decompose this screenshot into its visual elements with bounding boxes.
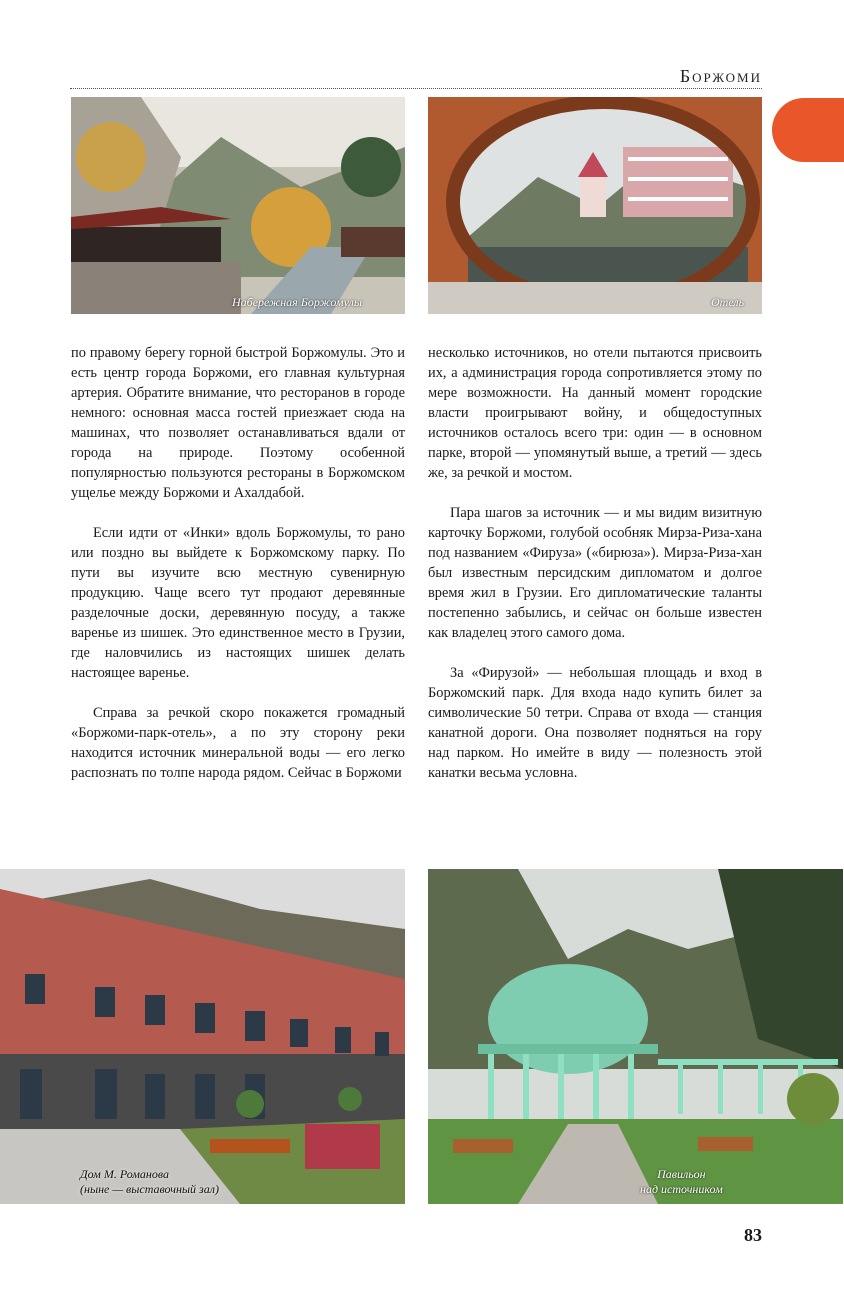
- right-paragraph-2: Пара шагов за источник — и мы видим визитную карточку Боржоми, голубой особняк Мирза-Риза-хана под названием «Фируза» («бирюза»). Мирза-Риза-хан был известным персидским дипломатом и долгое время жил в Грузии. Его дипломатические таланты постепенно забылись, и сейчас он больше известен как владелец этого самого дома.: [428, 505, 762, 641]
- caption-pavilion: [640, 1167, 723, 1197]
- caption-embankment: Набережная Боржомулы: [232, 295, 362, 309]
- page-number: 83: [744, 1225, 762, 1245]
- left-paragraph-2: Если идти от «Инки» вдоль Боржомулы, то рано или поздно вы выйдете к Боржомскому парку. По пути вы изучите всю местную сувенирную продукцию. Чаще всего тут продают деревянные разделочные доски, деревянную посуду, а также варенье из шишек. Это единственное место в Грузии, где наловчились из настоящих шишек делать настоящее варенье.: [71, 525, 405, 681]
- caption-romanov-house: [80, 1167, 219, 1197]
- left-paragraph-1: по правому берегу горной быстрой Боржомулы. Это и есть центр города Боржоми, его главная культурная артерия. Обратите внимание, что ресторанов в городе немного: основная масса гостей приезжает сюда на машинах, что позволяет останавливаться вдали от города на природе. Поэтому особенной популярностью пользуются рестораны в Боржомском ущелье между Боржоми и Ахалдабой.: [71, 345, 405, 501]
- header-rule: [70, 88, 762, 89]
- running-header-title: Боржоми: [679, 66, 762, 86]
- chapter-tab: [772, 98, 844, 162]
- left-text-column: [71, 343, 405, 783]
- photo-romanov-house: [0, 869, 405, 1204]
- left-paragraph-3: Справа за речкой скоро покажется громадный «Боржоми-парк-отель», а по эту сторону реки находится источник минеральной воды — его легко распознать по толпе народа рядом. Сейчас в Боржоми: [71, 705, 405, 781]
- photo-hotel: [428, 97, 762, 314]
- caption-pavilion-line-1: Павильон: [657, 1167, 706, 1181]
- caption-pavilion-line-2: над источником: [640, 1182, 723, 1196]
- caption-hotel: Отель: [711, 295, 745, 309]
- caption-romanov-line-2: (ныне — выставочный зал): [80, 1182, 219, 1196]
- caption-romanov-line-1: Дом М. Романова: [80, 1167, 170, 1181]
- right-paragraph-3: За «Фирузой» — небольшая площадь и вход в Боржомский парк. Для входа надо купить билет за символические 50 тетри. Справа от входа — станция канатной дороги. Она позволяет подняться на гору над парком. Но имейте в виду — полезность этой канатки весьма условна.: [428, 665, 762, 781]
- photo-embankment: [71, 97, 405, 314]
- right-text-column: [428, 343, 762, 783]
- photo-pavilion: [428, 869, 843, 1204]
- right-paragraph-1: несколько источников, но отели пытаются присвоить их, а администрация города сопротивляется этому по мере возможности. На данный момент городские власти проигрывают войну, и общедоступных источников осталось всего три: один — в основном парке, второй — упомянутый выше, а третий — здесь же, за речкой и мостом.: [428, 345, 762, 481]
